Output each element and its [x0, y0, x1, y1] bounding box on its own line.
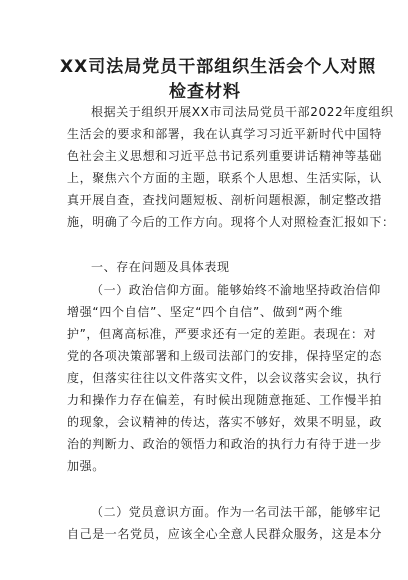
paragraph-line: 加强。 [67, 459, 105, 473]
intro-line: 上，聚焦六个方面的主题，联系个人思想、生活实际，认 [67, 171, 383, 185]
paragraph-line: 自己是一名党员，应该全心全意人民群众服务，这是本分 [67, 527, 383, 541]
intro-line: 生活会的要求和部署，我在认真学习习近平新时代中国特 [67, 127, 383, 141]
paragraph-line: （一）政治信仰方面。能够始终不渝地坚持政治信仰 [91, 283, 381, 297]
paragraph-line: 党的各项决策部署和上级司法部门的安排，保持坚定的态 [67, 349, 383, 363]
paragraph-line: 力和操作力存在偏差，有时候出现随意拖延、工作慢半拍 [67, 393, 383, 407]
paragraph-line: （二）党员意识方面。作为一名司法干部，能够牢记 [91, 505, 381, 519]
document-title-line1: XX司法局党员干部组织生活会个人对照 [60, 57, 377, 77]
intro-line: 色社会主义思想和习近平总书记系列重要讲话精神等基础 [67, 149, 383, 163]
paragraph-line: 护”，但离高标准，严要求还有一定的差距。表现在：对 [67, 327, 377, 341]
paragraph-line: 增强“四个自信”、坚定“四个自信”、做到“两个维 [67, 305, 343, 319]
section-heading: 一、存在问题及具体表现 [91, 260, 230, 274]
paragraph-line: 治的判断力、政治的领悟力和政治的执行力有待于进一步 [67, 437, 383, 451]
intro-line: 真开展自查，查找问题短板、剖析问题根源，制定整改措 [67, 193, 383, 207]
intro-line: 根据关于组织开展XX市司法局党员干部2022年度组织 [91, 105, 394, 119]
document-title-line2: 检查材料 [169, 82, 241, 102]
paragraph-line: 度，但落实往往以文件落实文件，以会议落实会议，执行 [67, 371, 383, 385]
intro-line: 施，明确了今后的工作方向。现将个人对照检查汇报如下： [67, 215, 395, 229]
paragraph-line: 的现象，会议精神的传达，落实不够好，效果不明显，政 [67, 415, 383, 429]
